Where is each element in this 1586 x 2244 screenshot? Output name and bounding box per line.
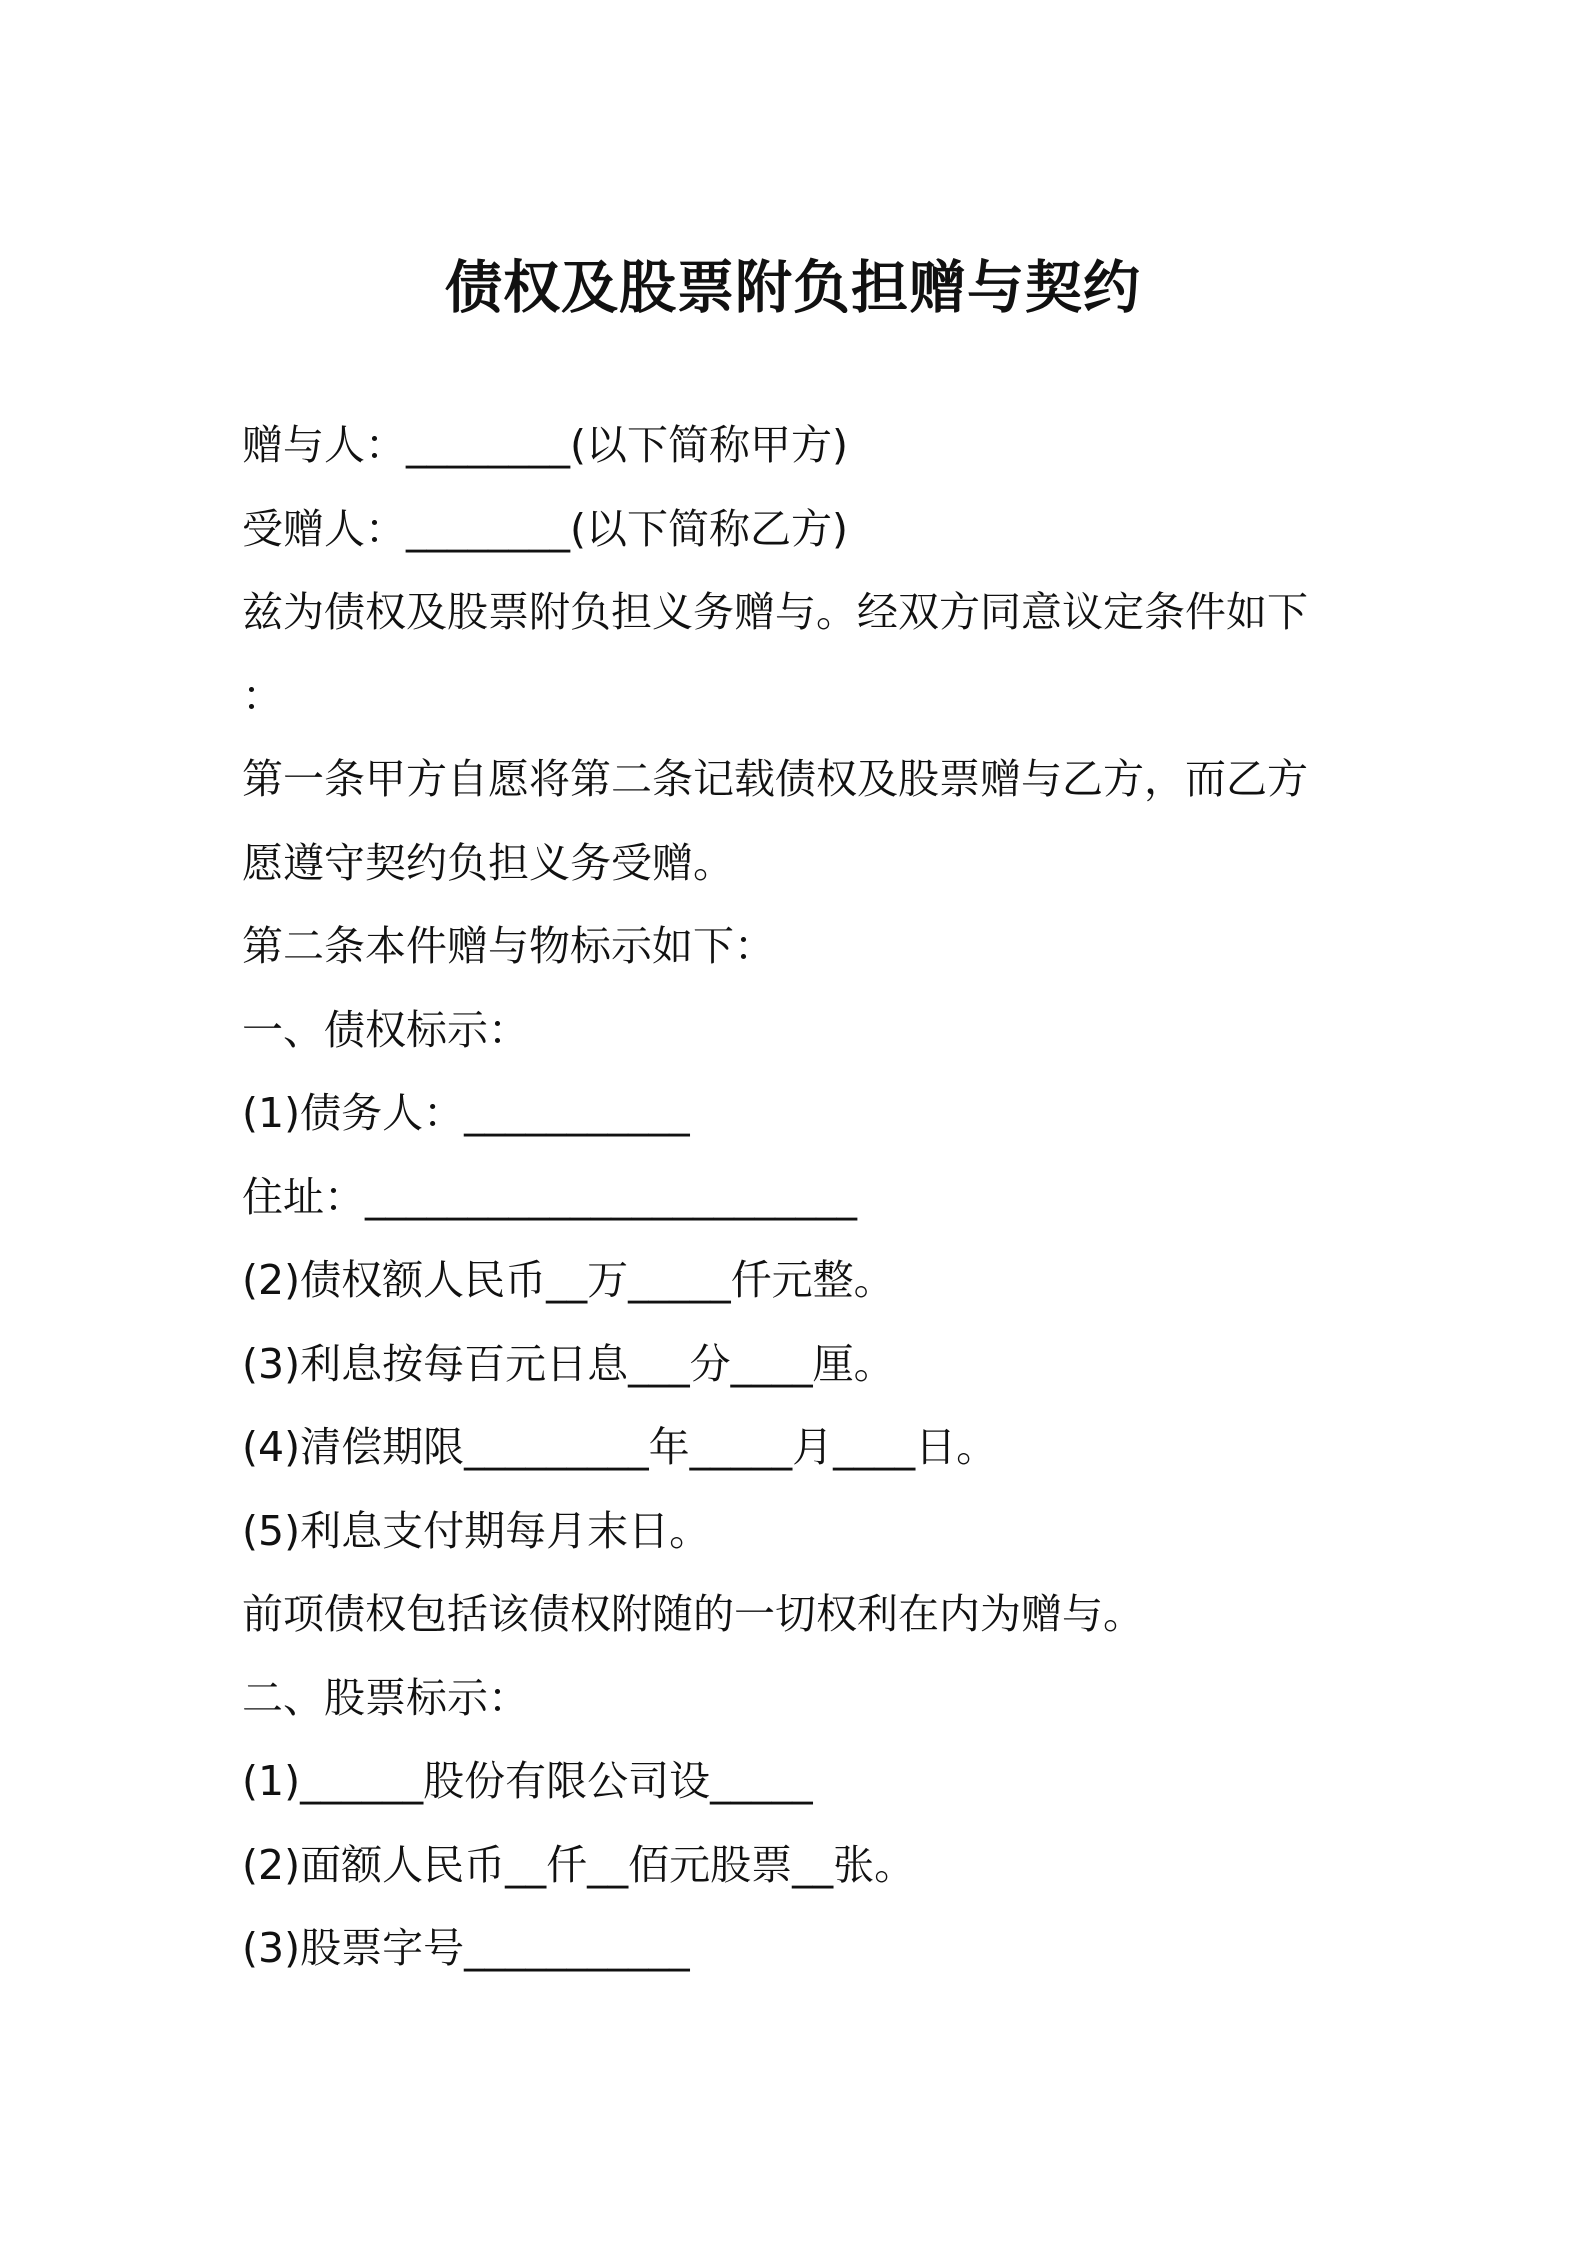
- claims-scope-line: 前项债权包括该债权附随的一切权利在内为赠与。: [242, 1590, 1144, 1638]
- article-1-line-1: 第一条甲方自愿将第二条记载债权及股票赠与乙方，而乙方: [242, 755, 1308, 803]
- claims-address-line: 住址：________________________: [242, 1172, 857, 1221]
- article-1-line-2: 愿遵守契约负担义务受赠。: [242, 838, 734, 887]
- claims-amount-line: (2)债权额人民币__万_____仟元整。: [242, 1256, 895, 1304]
- claims-repayment-line: (4)清偿期限_________年_____月____日。: [242, 1423, 998, 1471]
- stocks-number-line: (3)股票字号___________: [242, 1924, 690, 1972]
- preamble-colon-line: ：: [242, 671, 283, 720]
- section-claims-heading: 一、债权标示：: [242, 1005, 529, 1054]
- claims-payment-date-line: (5)利息支付期每月末日。: [242, 1506, 711, 1555]
- claims-debtor-line: (1)债务人：___________: [242, 1089, 690, 1137]
- donee-line: 受赠人：________(以下简称乙方): [242, 504, 848, 553]
- stocks-company-line: (1)______股份有限公司设_____: [242, 1757, 813, 1805]
- claims-interest-line: (3)利息按每百元日息___分____厘。: [242, 1339, 895, 1388]
- section-stocks-heading: 二、股票标示：: [242, 1673, 529, 1722]
- donor-line: 赠与人：________(以下简称甲方): [242, 421, 848, 469]
- stocks-face-value-line: (2)面额人民币__仟__佰元股票__张。: [242, 1840, 916, 1889]
- preamble-line: 兹为债权及股票附负担义务赠与。经双方同意议定条件如下: [242, 588, 1308, 636]
- document-title: 债权及股票附负担赠与契约: [445, 255, 1141, 321]
- document-body: [242, 404, 1362, 1991]
- article-2-heading: 第二条本件赠与物标示如下：: [242, 922, 775, 970]
